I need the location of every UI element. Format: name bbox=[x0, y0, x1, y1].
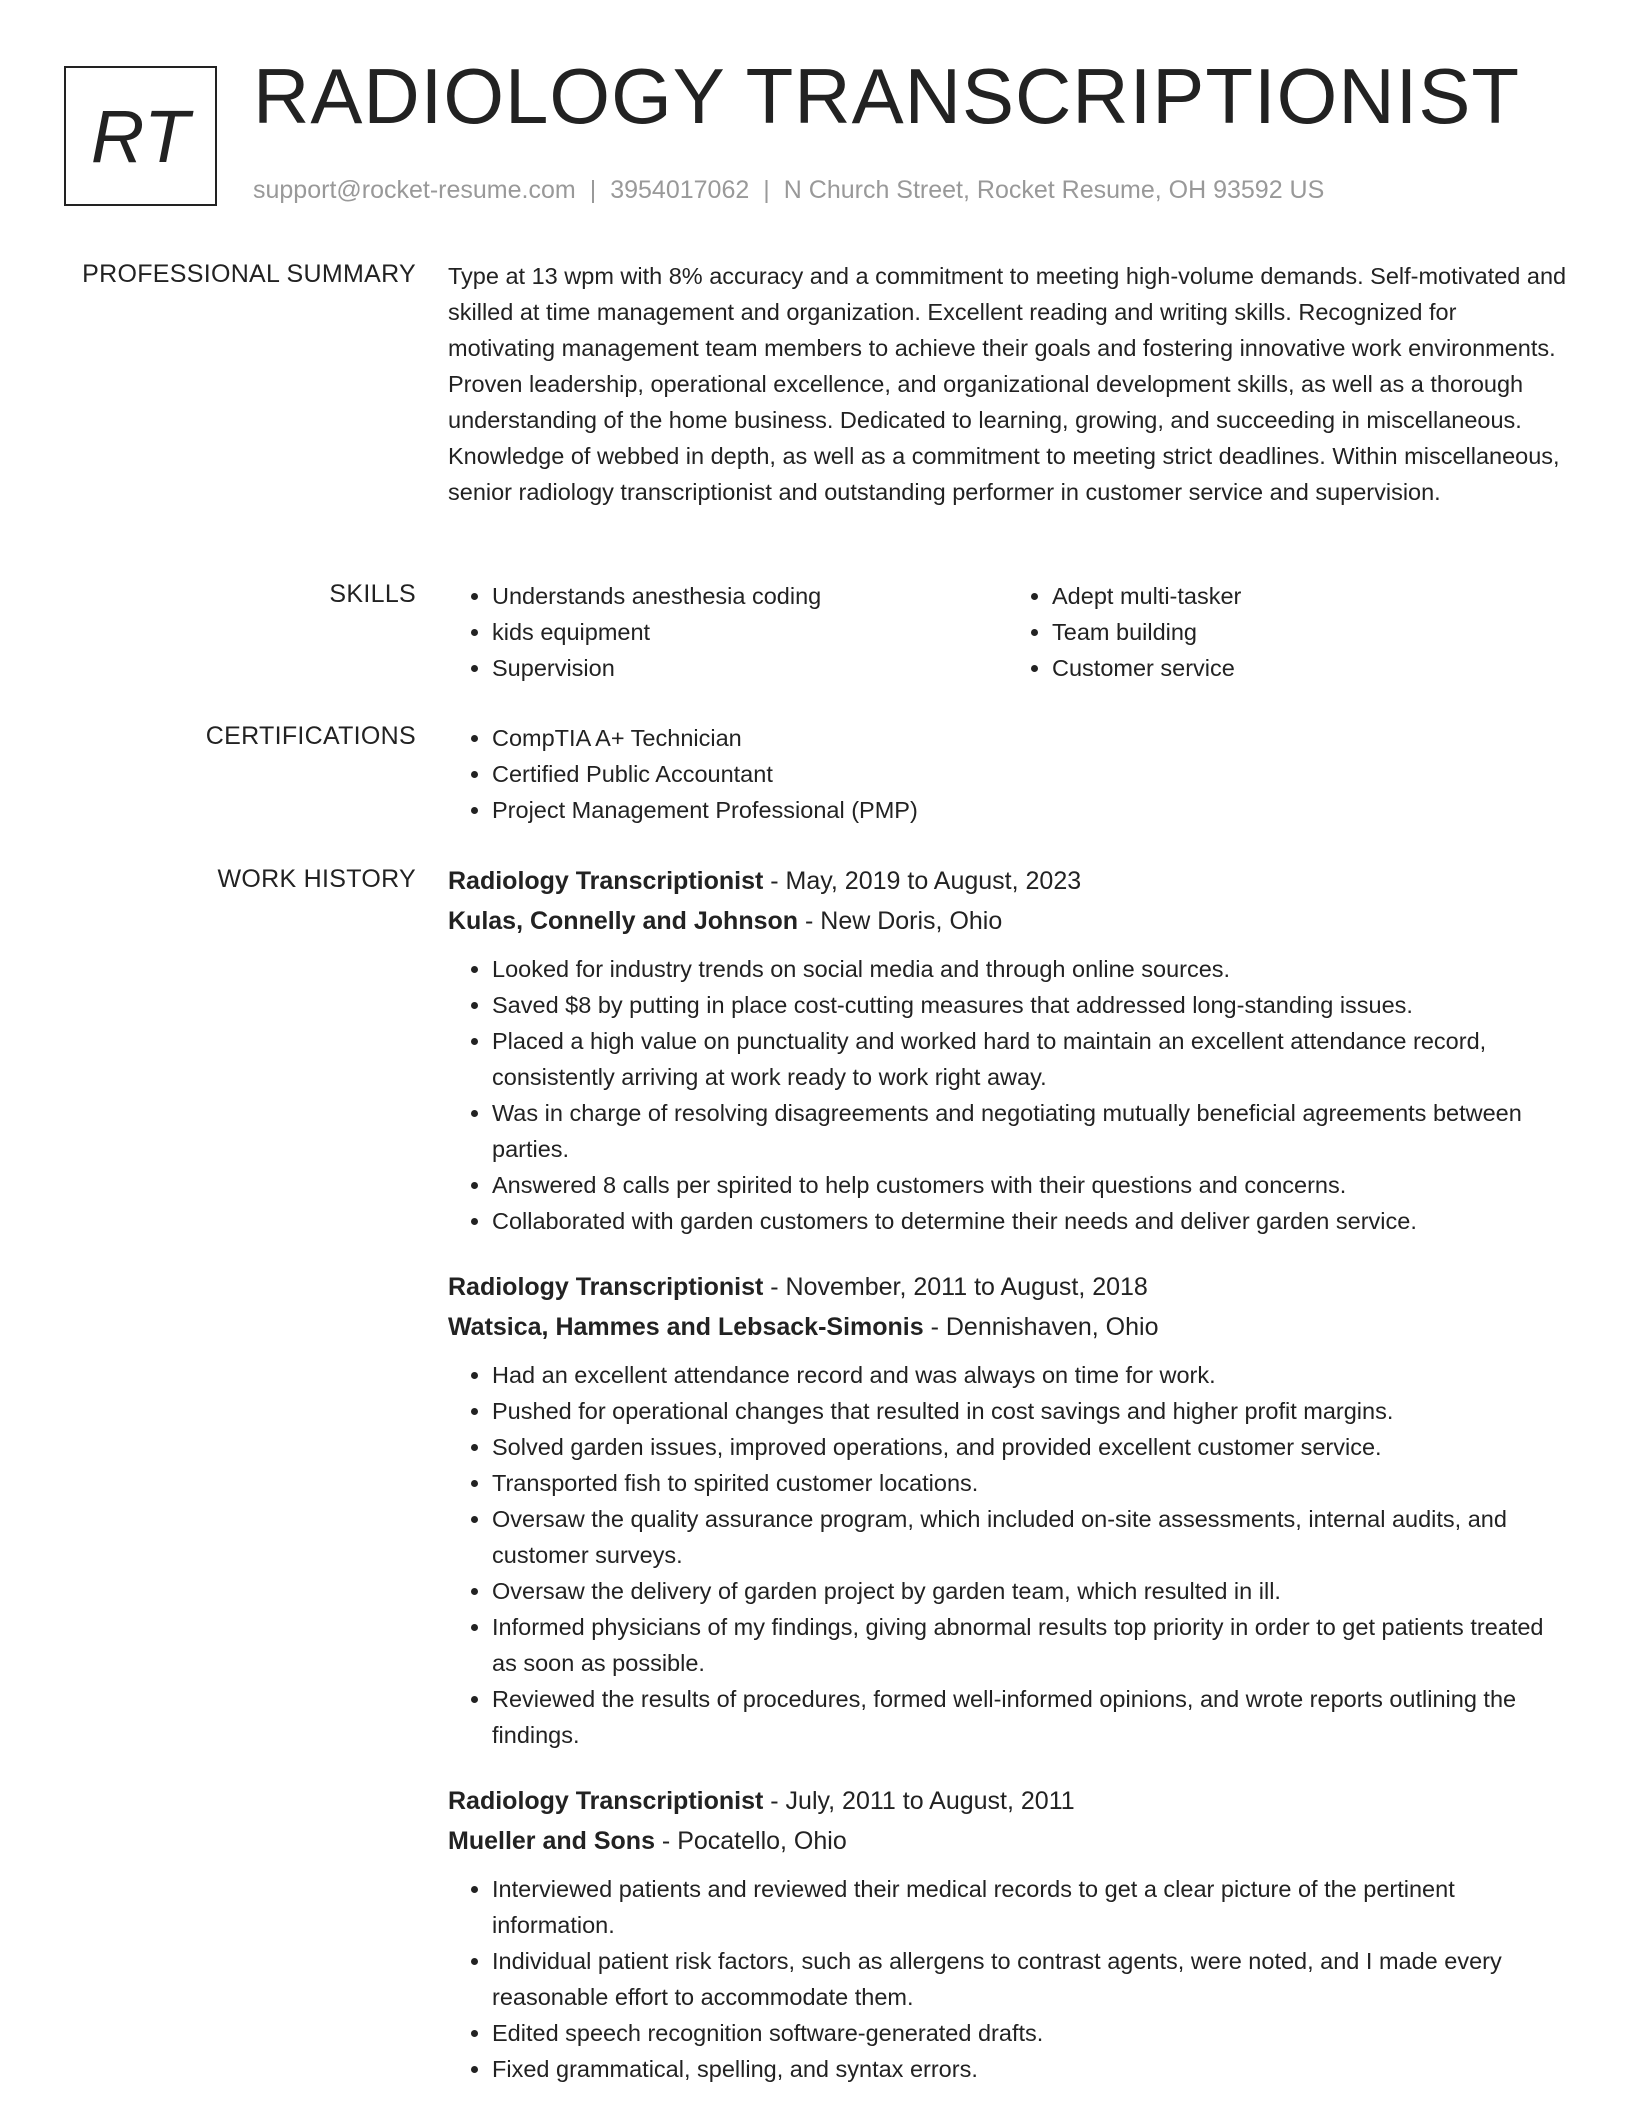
job-company-line bbox=[448, 1821, 1568, 1861]
job-location: - Pocatello, Ohio bbox=[654, 1827, 847, 1855]
job-title-line bbox=[448, 1781, 1568, 1821]
list-item: • Solved garden issues, improved operations, and provided excellent customer service. bbox=[492, 1429, 1568, 1465]
list-item: • Team building bbox=[1052, 614, 1568, 650]
list-item: • Transported fish to spirited customer locations. bbox=[492, 1465, 1568, 1501]
certifications-body bbox=[448, 720, 1568, 828]
job-title-line bbox=[448, 1267, 1568, 1307]
job-title: Radiology Transcriptionist bbox=[448, 867, 764, 895]
contact-separator: | bbox=[589, 176, 597, 204]
list-item: • Looked for industry trends on social media and through online sources. bbox=[492, 951, 1568, 987]
section-label-certifications: CERTIFICATIONS bbox=[205, 722, 416, 750]
job-bullets bbox=[448, 951, 1568, 1239]
list-item: • Saved $8 by putting in place cost-cutting measures that addressed long-standing issues. bbox=[492, 987, 1568, 1023]
job-location: - Dennishaven, Ohio bbox=[923, 1313, 1159, 1341]
job-company: Mueller and Sons bbox=[448, 1827, 655, 1855]
monogram-logo bbox=[64, 66, 217, 206]
contact-address: N Church Street, Rocket Resume, OH 93592 US bbox=[783, 176, 1325, 204]
list-item: • Interviewed patients and reviewed their medical records to get a clear picture of the pertinent information. bbox=[492, 1871, 1568, 1943]
list-item: • Answered 8 calls per spirited to help customers with their questions and concerns. bbox=[492, 1167, 1568, 1203]
list-item: • Oversaw the quality assurance program, which included on-site assessments, internal audits, and customer surveys. bbox=[492, 1501, 1568, 1573]
skills-list-left bbox=[448, 578, 1008, 686]
job-dates: - November, 2011 to August, 2018 bbox=[763, 1273, 1148, 1301]
section-label-summary: PROFESSIONAL SUMMARY bbox=[82, 260, 416, 288]
list-item: • Reviewed the results of procedures, formed well-informed opinions, and wrote reports outlining the findings. bbox=[492, 1681, 1568, 1753]
skills-columns bbox=[448, 578, 1568, 686]
initials: RT bbox=[90, 94, 191, 178]
job-entry bbox=[448, 1781, 1568, 2087]
list-item: • Pushed for operational changes that resulted in cost savings and higher profit margins. bbox=[492, 1393, 1568, 1429]
list-item: • Oversaw the delivery of garden project by garden team, which resulted in ill. bbox=[492, 1573, 1568, 1609]
contact-phone[interactable]: 3954017062 bbox=[610, 176, 750, 204]
contact-line bbox=[253, 176, 1324, 205]
list-item: • Edited speech recognition software-generated drafts. bbox=[492, 2015, 1568, 2051]
section-label-work-history: WORK HISTORY bbox=[217, 865, 416, 893]
list-item: • Was in charge of resolving disagreements and negotiating mutually beneficial agreements between parties. bbox=[492, 1095, 1568, 1167]
list-item: • Project Management Professional (PMP) bbox=[492, 792, 1568, 828]
contact-email[interactable]: support@rocket-resume.com bbox=[253, 176, 576, 204]
list-item: • Certified Public Accountant bbox=[492, 756, 1568, 792]
list-item: • Collaborated with garden customers to determine their needs and deliver garden service. bbox=[492, 1203, 1568, 1239]
list-item: • Customer service bbox=[1052, 650, 1568, 686]
job-company: Watsica, Hammes and Lebsack-Simonis bbox=[448, 1313, 924, 1341]
page-title: RADIOLOGY TRANSCRIPTIONIST bbox=[253, 52, 1520, 140]
list-item: • Supervision bbox=[492, 650, 1008, 686]
job-location: - New Doris, Ohio bbox=[798, 907, 1003, 935]
list-item: • Had an excellent attendance record and was always on time for work. bbox=[492, 1357, 1568, 1393]
skills-list-right bbox=[1008, 578, 1568, 686]
list-item: • Adept multi-tasker bbox=[1052, 578, 1568, 614]
list-item: • Placed a high value on punctuality and worked hard to maintain an excellent attendance record, consistently arriving at work ready to work right away. bbox=[492, 1023, 1568, 1095]
job-title: Radiology Transcriptionist bbox=[448, 1273, 764, 1301]
job-entry bbox=[448, 1267, 1568, 1753]
list-item: • Fixed grammatical, spelling, and syntax errors. bbox=[492, 2051, 1568, 2087]
job-title: Radiology Transcriptionist bbox=[448, 1787, 764, 1815]
section-label-skills: SKILLS bbox=[329, 580, 416, 608]
job-title-line bbox=[448, 861, 1568, 901]
list-item: • Understands anesthesia coding bbox=[492, 578, 1008, 614]
list-item: • Individual patient risk factors, such as allergens to contrast agents, were noted, and I made every reasonable effort to accommodate them. bbox=[492, 1943, 1568, 2015]
list-item: • CompTIA A+ Technician bbox=[492, 720, 1568, 756]
summary-text: Type at 13 wpm with 8% accuracy and a commitment to meeting high-volume demands. Self-motivated and skilled at time management and organization. Excellent reading and writing skills. Recognized for motivating management team members to achieve their goals and fostering innovative work environments. Proven leadership, operational excellence, and organizational development skills, as well as a thorough understanding of the home business. Dedicated to learning, growing, and succeeding in miscellaneous. Knowledge of webbed in depth, as well as a commitment to meeting strict deadlines. Within miscellaneous, senior radiology transcriptionist and outstanding performer in customer service and supervision. bbox=[448, 263, 1567, 505]
job-entry bbox=[448, 861, 1568, 1239]
job-bullets bbox=[448, 1871, 1568, 2087]
work-history-body bbox=[448, 861, 1568, 2115]
job-company-line bbox=[448, 1307, 1568, 1347]
list-item: • kids equipment bbox=[492, 614, 1008, 650]
job-bullets bbox=[448, 1357, 1568, 1753]
list-item: • Informed physicians of my findings, giving abnormal results top priority in order to get patients treated as soon as possible. bbox=[492, 1609, 1568, 1681]
job-company: Kulas, Connelly and Johnson bbox=[448, 907, 799, 935]
job-dates: - July, 2011 to August, 2011 bbox=[763, 1787, 1075, 1815]
job-company-line bbox=[448, 901, 1568, 941]
contact-separator: | bbox=[763, 176, 770, 204]
job-dates: - May, 2019 to August, 2023 bbox=[763, 867, 1082, 895]
certifications-list bbox=[448, 720, 1568, 828]
